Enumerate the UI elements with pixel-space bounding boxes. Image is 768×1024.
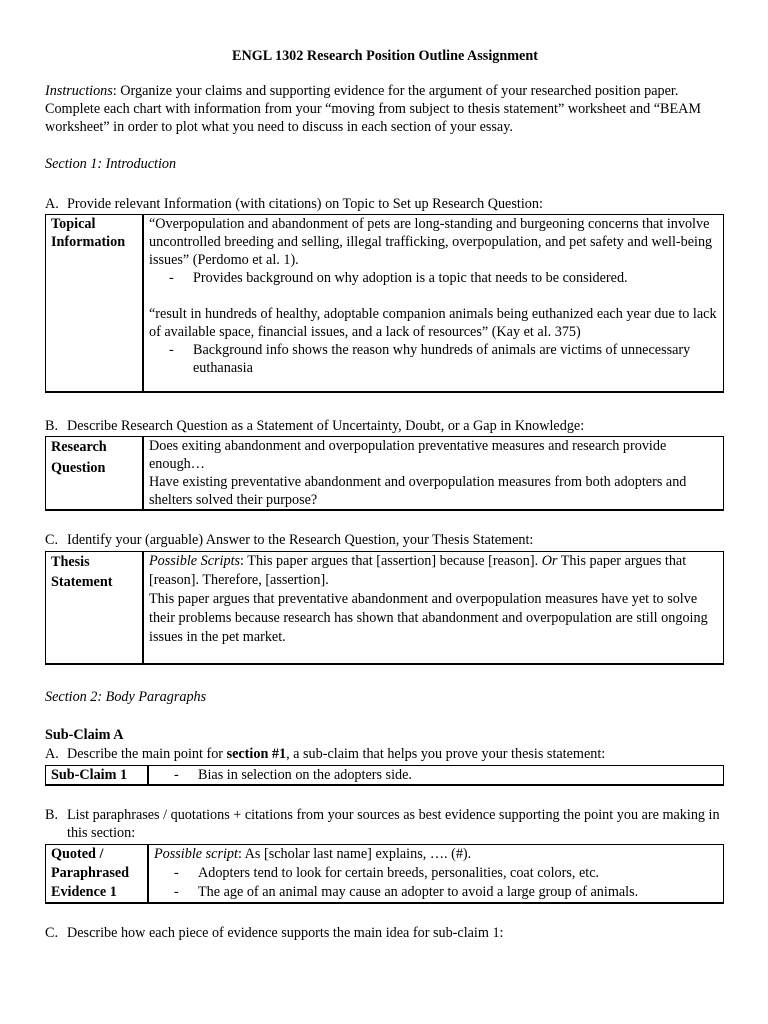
possible-scripts: Possible Scripts: This paper argues that [assertion] because [reason]. Or This paper argues that [reason]. Therefore, [assertion]. [149,553,687,588]
thesis-statement-label: Thesis Statement [46,552,144,665]
instructions-text: : Organize your claims and supporting evidence for the argument of your researched position paper. Complete each chart with information from your “moving from subject to thesis statement” worksheet and “BEAM worksheet” in order to plot what you need to discuss in each section of your essay. [45,83,702,135]
topical-information-table [45,214,724,393]
section2-heading: Section 2: Body Paragraphs [45,689,207,705]
page-title: ENGL 1302 Research Position Outline Assignment [232,48,538,64]
note-euthanasia: - Background info shows the reason why hundreds of animals are victims of unnecessary euthanasia [169,342,691,376]
section2-a-prompt: A. Describe the main point for section #1, a sub-claim that helps you prove your thesis statement: [45,746,606,762]
instructions [45,82,725,136]
evidence-1-table [45,844,724,904]
thesis-statement-content [143,552,724,665]
thesis-text: This paper argues that preventative abandonment and overpopulation measures have yet to solve their problems because research has shown that abandonment and overpopulation are still ongoing issues in the pet market. [149,591,708,645]
section2-b-prompt: B. List paraphrases / quotations + citations from your sources as best evidence supporting the point you are making in this section: [45,807,720,841]
research-question-line1: Does exiting abandonment and overpopulation preventative measures and research provide enough… [149,438,667,472]
evidence-item-2: - The age of an animal may cause an adopter to avoid a large group of animals. [174,884,639,900]
topical-information-label: Topical Information [46,215,144,393]
thesis-statement-table [45,551,724,665]
section1-heading: Section 1: Introduction [45,156,177,172]
subclaim-a-heading: Sub-Claim A [45,727,124,743]
note-background-adoption: - Provides background on why adoption is a topic that needs to be considered. [169,270,628,286]
evidence-1-label: Quoted / Paraphrased Evidence 1 [46,845,149,904]
research-question-line2: Have existing preventative abandonment and overpopulation measures from both adopters and shelters solved their purpose? [149,474,687,508]
subclaim-1-table [45,765,724,786]
section1-c-prompt: C. Identify your (arguable) Answer to the Research Question, your Thesis Statement: [45,532,534,548]
quote-perdomo: “Overpopulation and abandonment of pets are long-standing and burgeoning concerns that involve uncontrolled breeding and selling, illegal trafficking, overpopulation, and pet safety and well-being issues” (Perdomo et al. 1). [149,216,713,268]
section2-c-prompt: C. Describe how each piece of evidence supports the main idea for sub-claim 1: [45,925,504,941]
subclaim-1-content: - Bias in selection on the adopters side. [148,766,724,786]
topical-information-content [143,215,724,393]
subclaim-1-label: Sub-Claim 1 [46,766,149,786]
evidence-item-1: - Adopters tend to look for certain breeds, personalities, coat colors, etc. [174,865,600,881]
possible-script: Possible script: As [scholar last name] explains, …. (#). [154,846,472,862]
section1-a-prompt: A. Provide relevant Information (with citations) on Topic to Set up Research Question: [45,196,543,212]
quote-kay: “result in hundreds of healthy, adoptable companion animals being euthanized each year due to lack of available space, financial issues, and a lack of resources” (Kay et al. 375) [149,306,717,340]
instructions-label: Instructions [45,83,113,99]
evidence-1-content [148,845,724,904]
section1-b-prompt: B. Describe Research Question as a Statement of Uncertainty, Doubt, or a Gap in Knowledge: [45,418,585,434]
research-question-content [143,437,724,511]
research-question-label: Research Question [46,437,144,511]
research-question-table [45,436,724,511]
